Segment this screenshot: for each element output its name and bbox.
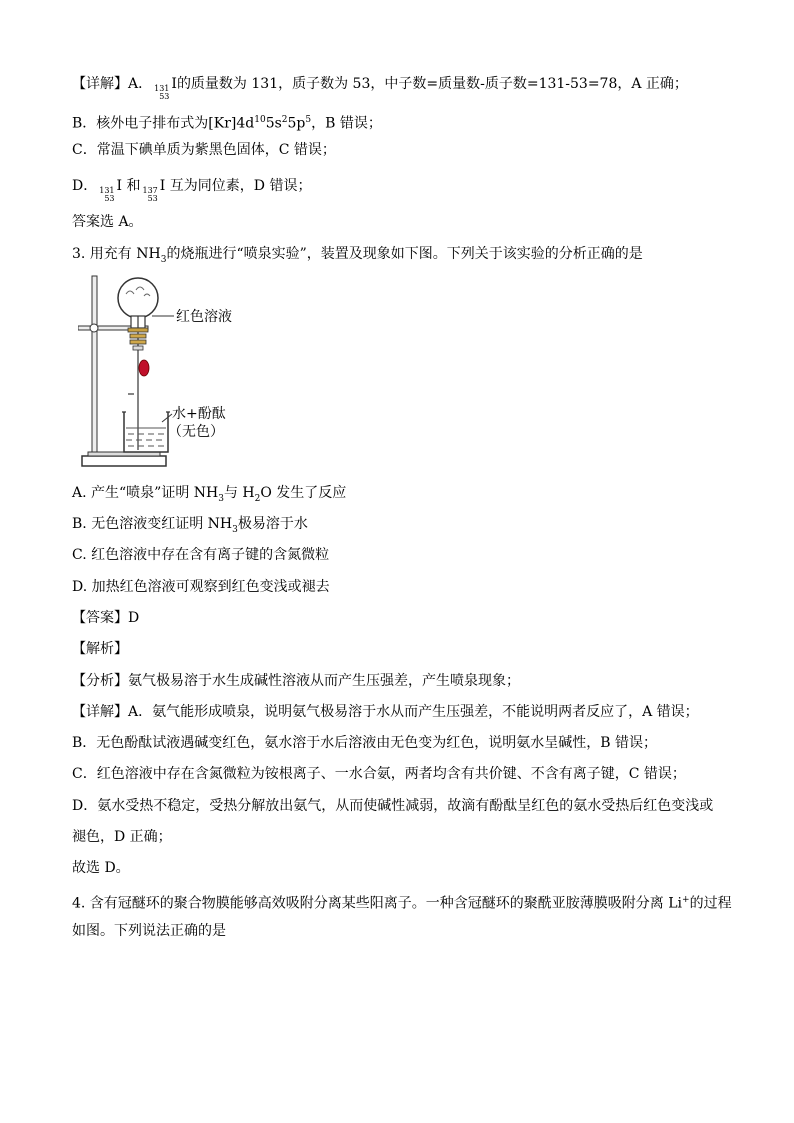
detail-b-text: 5p [287,115,306,132]
xiangjie-line-a [72,702,699,722]
mass-number: 137 [142,186,158,195]
detail-text: 的质量数为 131，质子数为 53，中子数=质量数-质子数=131-53=78，A 正确； [176,76,688,92]
subscript: 2 [254,493,261,504]
superscript: 2 [281,115,288,125]
detail-tag: 【详解】 [72,76,128,92]
answer-value: D [128,610,140,626]
answer-line [72,608,139,628]
option-text: B. 无色溶液变红证明 NH [72,516,233,532]
label-colorless: （无色） [168,424,224,440]
xiangjie-line-c: C．红色溶液中存在含氮微粒为铵根离子、一水合氨，两者均含有共价键、不含有离子键，C 错误； [72,766,686,782]
detail-line-d [72,176,311,203]
atomic-number: 53 [147,194,158,203]
stopper-ring [130,334,146,338]
subscript: 3 [232,524,238,535]
mass-number: 131 [99,186,115,195]
subscript: 3 [160,254,167,265]
beaker-liquid [126,428,166,446]
option-c: C. 红色溶液中存在含有离子键的含氮微粒 [72,547,330,563]
option-prefix: A． [128,76,153,92]
fenxi-text: 氨气极易溶于水生成碱性溶液从而产生压强差，产生喷泉现象； [128,673,520,689]
detail-line-b [72,110,382,134]
clamp-knob [90,324,98,332]
stem-text: 4. 含有冠醚环的聚合物膜能够高效吸附分离某些阳离子。一种含冠醚环的聚酰亚胺薄膜吸附分离 Li [72,895,683,912]
isotope-notation [154,85,169,101]
atomic-number: 53 [104,194,115,203]
mass-number: 131 [154,84,170,93]
tube-clip [133,346,143,350]
subscript: 3 [218,493,224,504]
detail-line-c: C．常温下碘单质为紫黑色固体，C 错误； [72,142,336,158]
xiangjie-line-d2: 褪色，D 正确； [72,829,172,845]
detail-text: A．氨气能形成喷泉，说明氨气极易溶于水从而产生压强差，不能说明两者反应了，A 错误； [128,704,699,720]
element-symbol: I [116,178,123,194]
label-red-solution: 红色溶液 [176,309,232,325]
detail-text: 和 [126,178,141,194]
option-b [72,514,308,540]
xiangjie-line-b: B．无色酚酞试液遇碱变红色，氨水溶于水后溶液由无色变为红色，说明氨水呈碱性，B 错误； [72,735,658,751]
detail-text: 互为同位素，D 错误； [169,178,312,194]
fountain-experiment-diagram [78,272,278,472]
superscript: + [682,895,690,905]
element-symbol: I [159,178,166,194]
leader-line-water [162,414,172,422]
detail-b-text: ，B 错误； [311,115,382,132]
answer-tag: 【答案】 [72,610,128,626]
option-text: 极易溶于水 [237,516,308,532]
final-answer: 故选 D。 [72,860,130,876]
detail-line-a [72,74,688,101]
fenxi-line [72,671,520,691]
atomic-number: 53 [159,92,170,101]
label-water-phenolphthalein: 水+酚酞 [172,406,226,422]
analysis-tag: 【解析】 [72,641,128,657]
option-prefix: D． [72,178,98,194]
dropper-bulb [139,360,149,376]
superscript: 10 [254,115,266,125]
stopper-ring [130,340,146,344]
option-text: O 发生了反应 [260,485,347,501]
question-3-stem [72,244,643,270]
option-text: 与 H [223,485,255,501]
option-d: D. 加热红色溶液可观察到红色变浅或褪去 [72,579,330,595]
stopper [128,328,148,332]
question-4-stem [72,890,732,914]
stem-text: 的过程 [689,895,732,912]
stand-rod [92,276,97,452]
element-symbol: I [171,76,177,92]
xiangjie-line-d1: D．氨水受热不稳定，受热分解放出氨气，从而使碱性减弱，故滴有酚酞呈红色的氨水受热后红色变浅或 [72,798,714,814]
stand-base [82,456,166,466]
answer-line: 答案选 A。 [72,214,143,230]
question-4-stem-line2: 如图。下列说法正确的是 [72,923,226,939]
detail-tag: 【详解】 [72,704,128,720]
detail-b-text: B．核外电子排布式为[Kr]4d [72,115,255,132]
isotope-notation [143,187,158,203]
flask-bulb [118,278,158,318]
fenxi-tag: 【分析】 [72,673,128,689]
detail-b-text: 5s [265,115,282,132]
stem-text: 3. 用充有 NH [72,246,161,262]
option-text: A. 产生“喷泉”证明 NH [72,485,219,501]
superscript: 5 [305,115,312,125]
stem-text: 的烧瓶进行“喷泉实验”，装置及现象如下图。下列关于该实验的分析正确的是 [166,246,643,262]
option-a [72,483,346,509]
isotope-notation [99,187,114,203]
